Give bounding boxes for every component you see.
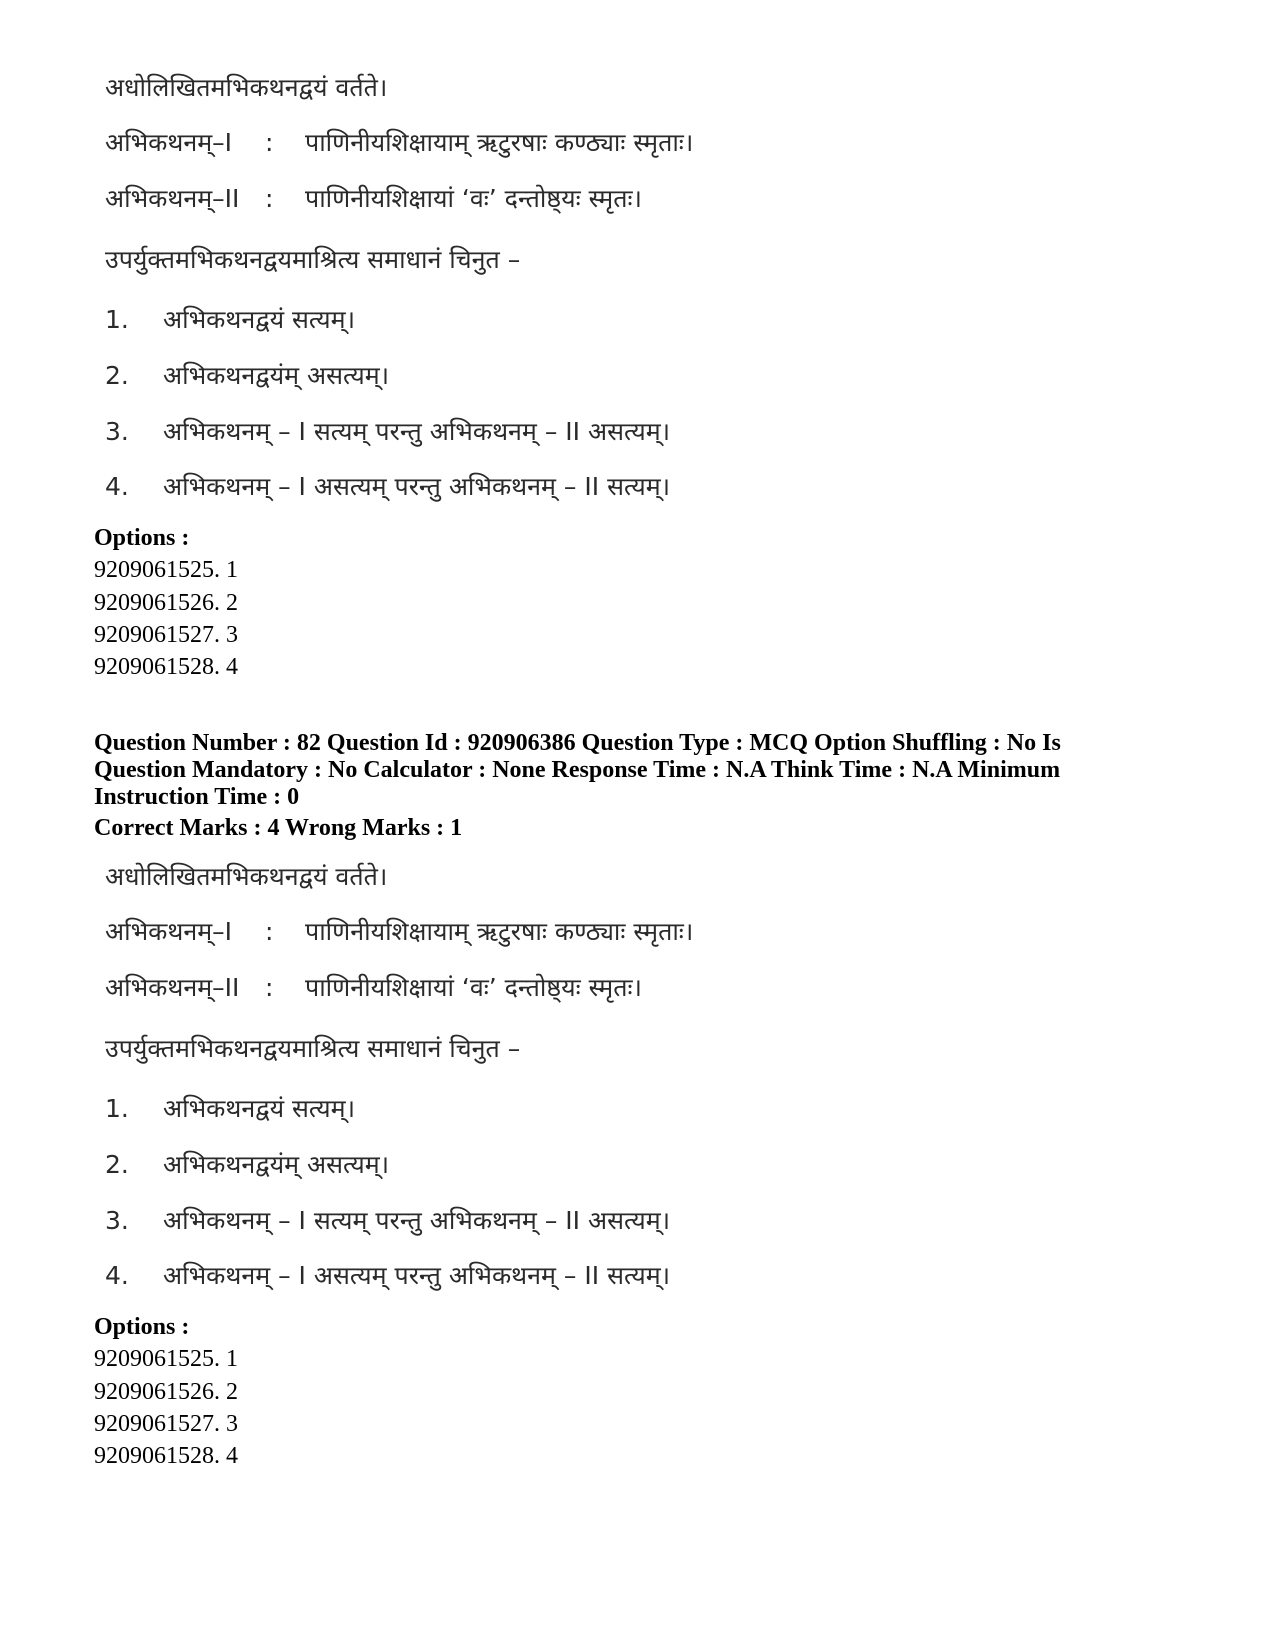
option-id-2: 9209061526. 2	[94, 1379, 238, 1405]
option-id-4: 9209061528. 4	[94, 654, 238, 680]
option-id-1: 9209061525. 1	[94, 557, 238, 583]
option-id-2: 9209061526. 2	[94, 590, 238, 616]
statement-text: पाणिनीयशिक्षायां ‘वः’ दन्तोष्ठ्यः स्मृतः।	[305, 184, 643, 213]
statement-colon: :	[265, 973, 274, 1002]
choice-text: अभिकथनम् – I असत्यम् परन्तु अभिकथनम् – II सत्यम्।	[163, 472, 671, 501]
choice-number: 1.	[105, 1094, 129, 1123]
choice-number: 3.	[105, 1206, 129, 1235]
statement-label: अभिकथनम्–I	[105, 128, 233, 157]
statement-label: अभिकथनम्–I	[105, 917, 233, 946]
choice-text: अभिकथनद्वयंम् असत्यम्।	[163, 361, 390, 390]
option-id-3: 9209061527. 3	[94, 622, 238, 648]
choice-number: 1.	[105, 305, 129, 334]
statement-label: अभिकथनम्–II	[105, 184, 240, 213]
choice-number: 4.	[105, 1261, 129, 1290]
choice-number: 3.	[105, 417, 129, 446]
choice-number: 2.	[105, 1150, 129, 1179]
statement-1	[105, 915, 693, 949]
choice-text: अभिकथनद्वयंम् असत्यम्।	[163, 1150, 390, 1179]
choice-4	[105, 470, 670, 504]
option-id-1: 9209061525. 1	[94, 1346, 238, 1372]
choice-2	[105, 359, 389, 393]
choice-3	[105, 1204, 670, 1238]
statement-colon: :	[265, 184, 274, 213]
choice-number: 2.	[105, 361, 129, 390]
options-heading: Options :	[94, 525, 190, 551]
choice-3	[105, 415, 670, 449]
choice-text: अभिकथनम् – I सत्यम् परन्तु अभिकथनम् – II असत्यम्।	[163, 1206, 671, 1235]
option-id-4: 9209061528. 4	[94, 1443, 238, 1469]
choice-2	[105, 1148, 389, 1182]
choice-text: अभिकथनम् – I सत्यम् परन्तु अभिकथनम् – II असत्यम्।	[163, 417, 671, 446]
statement-text: पाणिनीयशिक्षायाम् ऋटुरषाः कण्ठ्याः स्मृताः।	[305, 917, 694, 946]
statement-colon: :	[265, 128, 274, 157]
choice-1	[105, 1092, 355, 1126]
statement-text: पाणिनीयशिक्षायां ‘वः’ दन्तोष्ठ्यः स्मृतः।	[305, 973, 643, 1002]
choice-text: अभिकथनद्वयं सत्यम्।	[163, 305, 356, 334]
statement-2	[105, 182, 642, 216]
marks-line: Correct Marks : 4 Wrong Marks : 1	[94, 815, 463, 841]
choice-text: अभिकथनम् – I असत्यम् परन्तु अभिकथनम् – II सत्यम्।	[163, 1261, 671, 1290]
statement-text: पाणिनीयशिक्षायाम् ऋटुरषाः कण्ठ्याः स्मृताः।	[305, 128, 694, 157]
question-prompt: उपर्युक्तमभिकथनद्वयमाश्रित्य समाधानं चिनुत –	[105, 1034, 521, 1063]
option-id-3: 9209061527. 3	[94, 1411, 238, 1437]
statement-label: अभिकथनम्–II	[105, 973, 240, 1002]
question-meta: Question Number : 82 Question Id : 920906386 Question Type : MCQ Option Shuffling : No Is Question Mandatory : No Calculator : None Response Time : N.A Think Time : N.A Minimum Instruction Time : 0	[94, 730, 1061, 810]
statement-2	[105, 971, 642, 1005]
options-heading: Options :	[94, 1314, 190, 1340]
question-intro: अधोलिखितमभिकथनद्वयं वर्तते।	[105, 862, 388, 891]
statement-colon: :	[265, 917, 274, 946]
question-intro: अधोलिखितमभिकथनद्वयं वर्तते।	[105, 73, 388, 102]
choice-number: 4.	[105, 472, 129, 501]
choice-4	[105, 1259, 670, 1293]
choice-text: अभिकथनद्वयं सत्यम्।	[163, 1094, 356, 1123]
statement-1	[105, 126, 693, 160]
choice-1	[105, 303, 355, 337]
question-prompt: उपर्युक्तमभिकथनद्वयमाश्रित्य समाधानं चिनुत –	[105, 245, 521, 274]
